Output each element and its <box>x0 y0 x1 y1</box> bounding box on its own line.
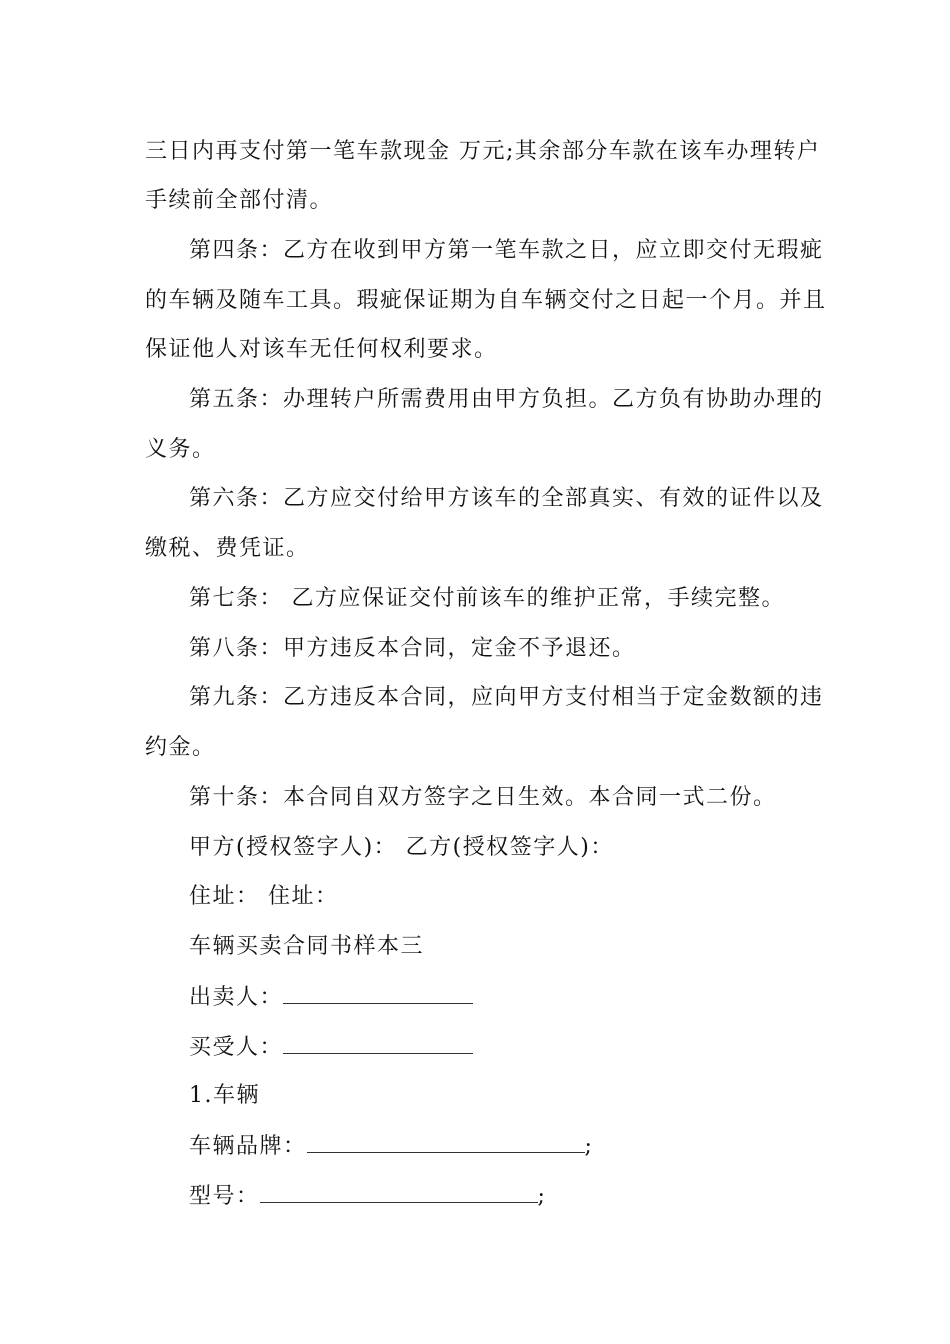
brand-label: 车辆品牌： <box>189 1134 307 1159</box>
article-6-line: 缴税、费凭证。 <box>145 536 310 561</box>
seller-field <box>189 983 473 1012</box>
model-terminator: ; <box>537 1184 547 1209</box>
article-7: 第七条： 乙方应保证交付前该车的维护正常，手续完整。 <box>189 586 785 611</box>
brand-field <box>189 1132 593 1161</box>
article-5-line: 第五条：办理转户所需费用由甲方负担。乙方负有协助办理的 <box>189 387 824 412</box>
model-field <box>189 1182 546 1211</box>
article-9-line: 第九条：乙方违反本合同，应向甲方支付相当于定金数额的违 <box>189 685 824 710</box>
article-10: 第十条：本合同自双方签字之日生效。本合同一式二份。 <box>189 785 777 810</box>
signature-line: 甲方(授权签字人)： 乙方(授权签字人)： <box>189 835 614 860</box>
article-4-line: 第四条：乙方在收到甲方第一笔车款之日，应立即交付无瑕疵 <box>189 238 824 263</box>
buyer-field <box>189 1033 473 1062</box>
section-heading: 1.车辆 <box>189 1083 260 1108</box>
seller-label: 出卖人： <box>189 985 284 1010</box>
model-blank <box>260 1182 538 1203</box>
article-8: 第八条：甲方违反本合同，定金不予退还。 <box>189 636 636 661</box>
article-6-line: 第六条：乙方应交付给甲方该车的全部真实、有效的证件以及 <box>189 486 824 511</box>
paragraph-line: 手续前全部付清。 <box>145 188 334 213</box>
paragraph-line: 三日内再支付第一笔车款现金 万元;其余部分车款在该车办理转户 <box>145 139 821 164</box>
buyer-label: 买受人： <box>189 1035 284 1060</box>
seller-blank <box>283 983 473 1004</box>
brand-blank <box>307 1132 585 1153</box>
address-line: 住址： 住址： <box>189 884 339 909</box>
article-9-line: 约金。 <box>145 735 216 760</box>
sample-title: 车辆买卖合同书样本三 <box>189 934 425 959</box>
article-4-line: 保证他人对该车无任何权利要求。 <box>145 337 498 362</box>
brand-terminator: ; <box>584 1134 594 1159</box>
article-4-line: 的车辆及随车工具。瑕疵保证期为自车辆交付之日起一个月。并且 <box>145 288 827 313</box>
article-5-line: 义务。 <box>145 437 216 462</box>
model-label: 型号： <box>189 1184 260 1209</box>
buyer-blank <box>283 1033 473 1054</box>
